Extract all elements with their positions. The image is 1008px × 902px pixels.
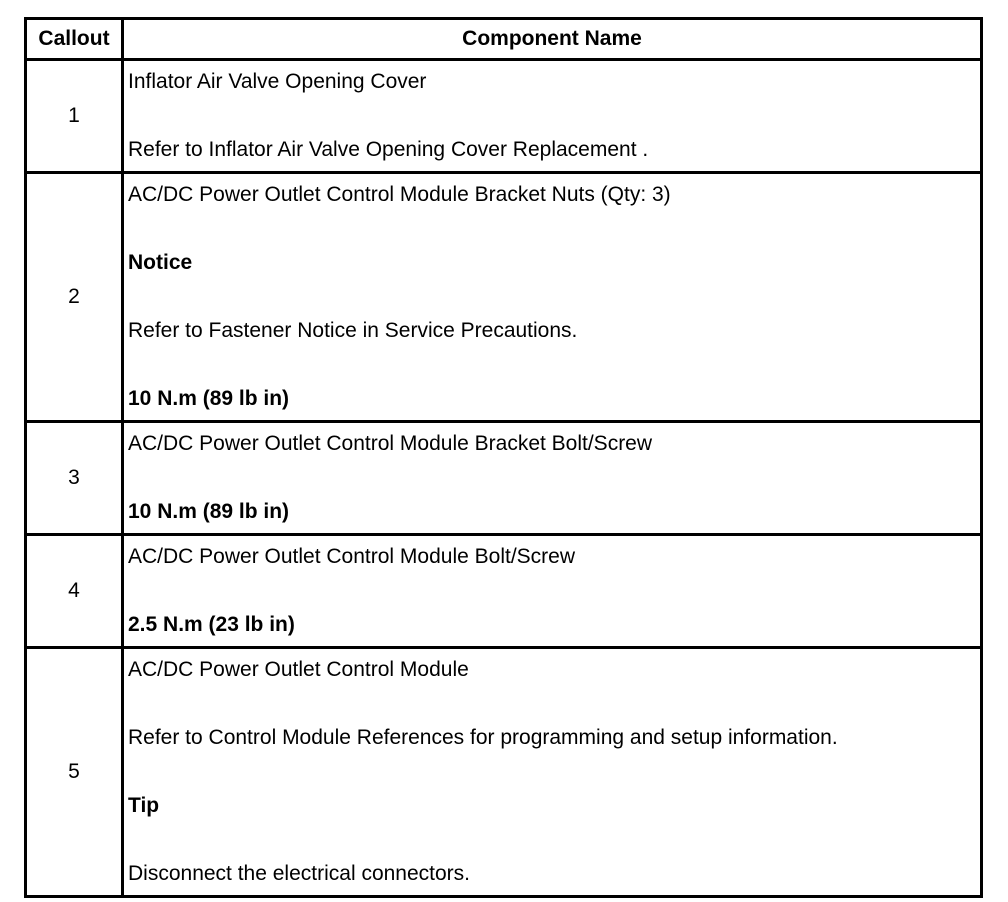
emphasis-line: Tip xyxy=(128,794,160,817)
component-cell xyxy=(123,173,982,422)
emphasis-line: Notice xyxy=(128,251,193,274)
blank-line xyxy=(128,280,976,314)
emphasis-line: 2.5 N.m (23 lb in) xyxy=(128,613,295,636)
component-table-container xyxy=(24,17,980,898)
text-line: AC/DC Power Outlet Control Module Bracket Bolt/Screw xyxy=(128,432,653,455)
callout-number: 5 xyxy=(26,648,123,897)
callout-number: 3 xyxy=(26,422,123,535)
blank-line xyxy=(128,687,976,721)
table-header-row xyxy=(26,19,982,60)
text-line: AC/DC Power Outlet Control Module Bracket Nuts (Qty: 3) xyxy=(128,183,671,206)
blank-line xyxy=(128,574,976,608)
text-line: AC/DC Power Outlet Control Module Bolt/Screw xyxy=(128,545,575,568)
table-body xyxy=(26,60,982,897)
callout-number: 2 xyxy=(26,173,123,422)
blank-line xyxy=(128,461,976,495)
header-component-name: Component Name xyxy=(123,19,982,60)
table-row xyxy=(26,535,982,648)
text-line: Refer to Inflator Air Valve Opening Cover Replacement . xyxy=(128,138,649,161)
component-cell xyxy=(123,60,982,173)
emphasis-line: 10 N.m (89 lb in) xyxy=(128,387,290,410)
blank-line xyxy=(128,823,976,857)
text-line: Refer to Control Module References for programming and setup information. xyxy=(128,726,838,749)
blank-line xyxy=(128,755,976,789)
component-cell xyxy=(123,422,982,535)
blank-line xyxy=(128,212,976,246)
callout-number: 4 xyxy=(26,535,123,648)
text-line: Disconnect the electrical connectors. xyxy=(128,862,470,885)
component-table xyxy=(24,17,983,898)
text-line: AC/DC Power Outlet Control Module xyxy=(128,658,469,681)
emphasis-line: 10 N.m (89 lb in) xyxy=(128,500,290,523)
header-callout: Callout xyxy=(26,19,123,60)
component-cell xyxy=(123,535,982,648)
text-line: Inflator Air Valve Opening Cover xyxy=(128,70,427,93)
callout-number: 1 xyxy=(26,60,123,173)
text-line: Refer to Fastener Notice in Service Precautions. xyxy=(128,319,578,342)
blank-line xyxy=(128,348,976,382)
component-cell xyxy=(123,648,982,897)
table-row xyxy=(26,422,982,535)
table-row xyxy=(26,173,982,422)
blank-line xyxy=(128,99,976,133)
table-row xyxy=(26,648,982,897)
table-row xyxy=(26,60,982,173)
